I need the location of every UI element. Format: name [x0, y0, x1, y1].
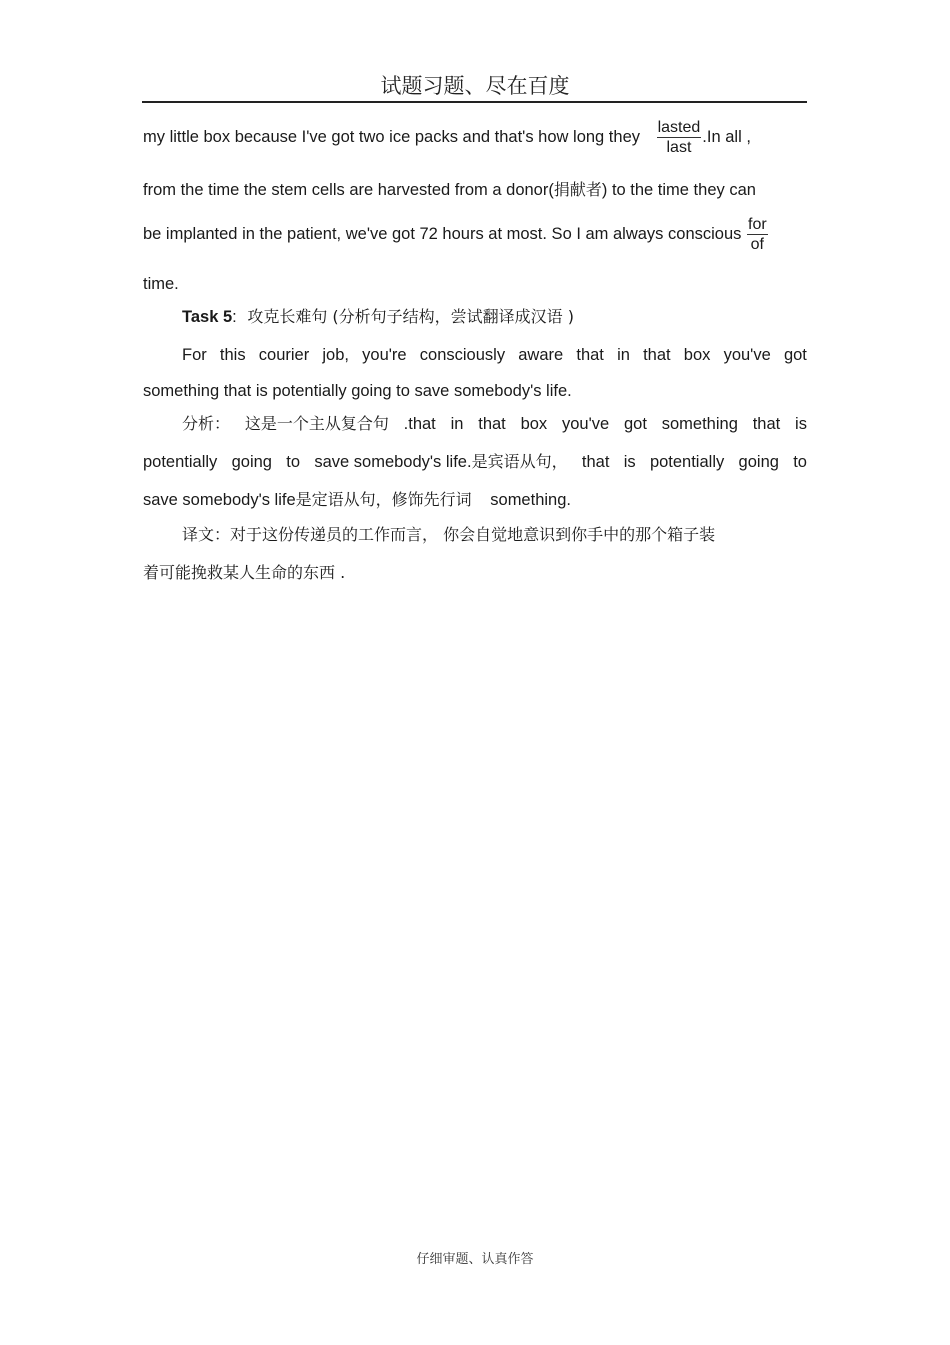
paragraph-line-1 [143, 118, 807, 157]
task5-label: Task 5 [182, 308, 233, 326]
fraction-choice-lasted-last [657, 118, 702, 157]
fraction-numerator: lasted [657, 119, 701, 136]
fraction-denominator: of [750, 236, 764, 253]
fraction-choice-for-of [747, 215, 768, 254]
analysis-text-cn: 是定语从句，修饰先行词 [295, 490, 472, 509]
body-text: from the time the stem cells are harvested from a donor( [143, 181, 554, 199]
justified-text: For this courier job, you're consciously aware that in that box you've got [182, 346, 807, 364]
analysis-label: 分析： [182, 414, 231, 433]
sentence-line-2: something that is potentially going to save somebody's life. [143, 382, 572, 400]
sentence-line-1 [143, 344, 807, 366]
body-text: my little box because I've got two ice packs and that's how long they [143, 127, 640, 146]
fraction-denominator: last [666, 139, 692, 156]
task5-colon: : [232, 308, 237, 326]
task5-instruction: 攻克长难句 (分析句子结构，尝试翻译成汉语 ) [247, 307, 575, 326]
analysis-line-3 [143, 489, 807, 511]
paragraph-line-3 [143, 215, 807, 254]
translation-line-2: 着可能挽救某人生命的东西 . [143, 563, 346, 582]
paragraph-line-4: time. [143, 275, 179, 293]
fraction-numerator: for [748, 216, 767, 233]
analysis-line-1: 分析： 这是一个主从复合句 .that in that box you've got something that is [182, 414, 807, 433]
analysis-text-en: something. [490, 491, 571, 509]
header-divider [142, 101, 807, 103]
analysis-text-en: save somebody's life [143, 491, 296, 509]
translation-line-1: 译文：对于这份传递员的工作而言， 你会自觉地意识到你手中的那个箱子装 [182, 525, 716, 544]
task5-heading [143, 306, 846, 328]
analysis-text: 这是一个主从复合句 [244, 414, 389, 433]
analysis-line-2: potentially going to save somebody's life.是宾语从句， that is potentially going to [143, 452, 807, 471]
page-footer: 仔细审题、认真作答 [416, 1252, 534, 1267]
body-text: be implanted in the patient, we've got 72 hours at most. So I am always conscious [143, 224, 742, 243]
body-text: ) to the time they can [601, 181, 756, 199]
analysis-text: 是宾语从句， [471, 452, 568, 471]
paragraph-line-2 [143, 179, 807, 201]
body-text: .In all , [702, 127, 751, 146]
chinese-gloss: 捐献者 [553, 180, 602, 199]
page-header: 试题习题、尽在百度 [380, 74, 570, 98]
